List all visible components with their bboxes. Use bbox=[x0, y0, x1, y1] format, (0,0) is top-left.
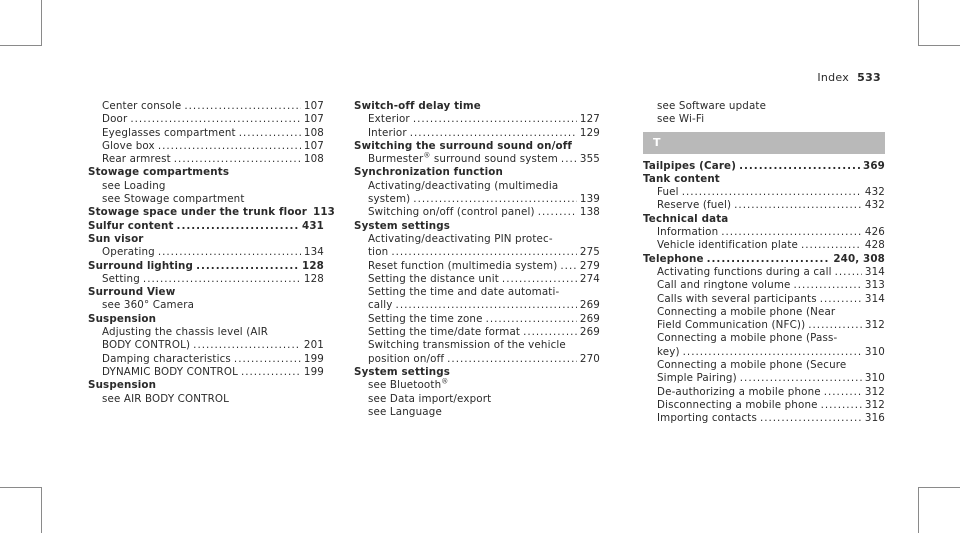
dot-leader bbox=[820, 293, 862, 306]
index-entry bbox=[643, 199, 885, 212]
crop-mark bbox=[0, 487, 42, 488]
index-entry bbox=[643, 386, 885, 399]
page-ref[interactable]: 139 bbox=[579, 193, 600, 206]
entry-text: Suspension bbox=[88, 312, 157, 325]
index-heading bbox=[354, 166, 600, 179]
index-entry bbox=[88, 326, 324, 339]
entry-text: Telephone bbox=[643, 252, 704, 265]
index-entry bbox=[643, 279, 885, 292]
index-entry bbox=[88, 366, 324, 379]
index-entry bbox=[354, 326, 600, 339]
index-heading bbox=[354, 140, 600, 153]
entry-text: Calls with several participants bbox=[657, 292, 817, 305]
index-heading bbox=[88, 286, 324, 299]
page-ref[interactable]: 312 bbox=[864, 385, 885, 398]
crop-mark bbox=[918, 487, 919, 533]
entry-text: see AIR BODY CONTROL bbox=[102, 392, 230, 405]
entry-text: Switching transmission of the vehicle bbox=[368, 339, 566, 352]
crop-mark bbox=[918, 0, 919, 46]
dot-leader bbox=[447, 353, 577, 366]
entry-text: Fuel bbox=[657, 186, 679, 199]
entry-text: tion bbox=[368, 246, 389, 259]
index-heading bbox=[354, 100, 600, 113]
entry-text: Glove box bbox=[102, 139, 155, 152]
dot-leader bbox=[158, 246, 301, 259]
page-ref[interactable]: 428 bbox=[864, 239, 885, 252]
entry-text: Setting bbox=[102, 272, 140, 285]
entry-text: Center console bbox=[102, 100, 182, 112]
index-heading bbox=[88, 379, 324, 392]
page-ref[interactable]: 127 bbox=[579, 113, 600, 126]
page-ref[interactable]: 269 bbox=[579, 326, 600, 339]
index-heading bbox=[88, 206, 335, 219]
entry-text: Switching the surround sound on/off bbox=[354, 139, 573, 152]
entry-text: Information bbox=[657, 226, 719, 239]
index-entry bbox=[354, 339, 600, 352]
entry-text: Stowage compartments bbox=[88, 166, 230, 179]
entry-text: Rear armrest bbox=[102, 153, 171, 166]
index-heading bbox=[354, 366, 600, 379]
entry-text: Tank content bbox=[643, 172, 720, 185]
dot-leader bbox=[561, 153, 577, 166]
page-ref[interactable]: 316 bbox=[864, 412, 885, 425]
dot-leader bbox=[413, 193, 577, 206]
page-ref[interactable]: 369 bbox=[863, 159, 885, 172]
page-ref[interactable]: 108 bbox=[303, 126, 324, 139]
index-entry bbox=[354, 246, 600, 259]
page-ref[interactable]: 431 bbox=[302, 219, 324, 232]
page-ref[interactable]: 138 bbox=[579, 206, 600, 219]
dot-leader bbox=[174, 153, 301, 166]
dot-leader bbox=[538, 206, 577, 219]
page-ref[interactable]: 279 bbox=[579, 259, 600, 272]
entry-text: Surround View bbox=[88, 286, 176, 299]
section-letter: T bbox=[653, 135, 661, 149]
dot-leader bbox=[808, 319, 862, 332]
index-heading bbox=[88, 233, 324, 246]
entry-text: Field Communication (NFC)) bbox=[657, 319, 806, 332]
dot-leader bbox=[143, 273, 301, 286]
page-ref[interactable]: 128 bbox=[303, 272, 324, 285]
index-entry bbox=[88, 193, 324, 206]
index-entry bbox=[354, 233, 600, 246]
page-ref[interactable]: 310 bbox=[864, 372, 885, 385]
index-entry bbox=[643, 306, 885, 319]
dot-leader bbox=[193, 339, 301, 352]
index-entry bbox=[354, 286, 600, 299]
entry-text: Connecting a mobile phone (Pass- bbox=[657, 332, 838, 345]
page-ref[interactable]: 113 bbox=[313, 206, 335, 219]
index-entry bbox=[354, 313, 600, 326]
index-column-2 bbox=[354, 100, 600, 419]
entry-text: Setting the time and date automati- bbox=[368, 286, 560, 299]
entry-text: Operating bbox=[102, 246, 155, 259]
entry-text: Setting the time/date format bbox=[368, 326, 521, 339]
index-heading bbox=[643, 253, 885, 266]
page-header bbox=[817, 71, 881, 84]
dot-leader bbox=[739, 160, 860, 173]
entry-text: see Stowage compartment bbox=[102, 193, 245, 206]
page-ref[interactable]: 107 bbox=[303, 113, 324, 126]
page-ref[interactable]: 310 bbox=[864, 345, 885, 358]
index-entry bbox=[643, 372, 885, 385]
entry-text: Adjusting the chassis level (AIR bbox=[102, 326, 269, 339]
entry-text: Synchronization function bbox=[354, 166, 503, 179]
entry-text: Burmester® surround sound system bbox=[368, 151, 558, 166]
entry-text: Simple Pairing) bbox=[657, 372, 737, 385]
index-entry bbox=[643, 332, 885, 345]
index-column-1 bbox=[88, 100, 335, 406]
crop-mark bbox=[0, 45, 42, 46]
page-ref[interactable]: 312 bbox=[864, 319, 885, 332]
entry-text: Reset function (multimedia system) bbox=[368, 259, 558, 272]
index-heading bbox=[88, 313, 324, 326]
dot-leader bbox=[683, 346, 862, 359]
index-entry bbox=[643, 226, 885, 239]
entry-text: Reserve (fuel) bbox=[657, 199, 732, 212]
page-ref[interactable]: 240, 308 bbox=[833, 252, 885, 265]
entry-text: Door bbox=[102, 113, 128, 126]
dot-leader bbox=[177, 220, 300, 233]
index-entry bbox=[643, 266, 885, 279]
page-ref[interactable]: 426 bbox=[864, 226, 885, 239]
page-ref[interactable]: 269 bbox=[579, 299, 600, 312]
index-entry bbox=[354, 299, 600, 312]
index-heading bbox=[354, 220, 600, 233]
dot-leader bbox=[234, 353, 301, 366]
crop-mark bbox=[41, 487, 42, 533]
dot-leader bbox=[682, 186, 862, 199]
page-ref[interactable]: 199 bbox=[303, 365, 324, 378]
dot-leader bbox=[835, 266, 862, 279]
index-entry bbox=[643, 113, 885, 126]
entry-text: key) bbox=[657, 345, 680, 358]
index-entry bbox=[354, 193, 600, 206]
entry-text: see Loading bbox=[102, 179, 166, 192]
entry-text: Eyeglasses compartment bbox=[102, 126, 236, 139]
entry-text: Activating functions during a call bbox=[657, 265, 832, 278]
entry-text: Disconnecting a mobile phone bbox=[657, 398, 818, 411]
index-entry bbox=[354, 353, 600, 366]
index-entry bbox=[88, 353, 324, 366]
entry-text: Connecting a mobile phone (Secure bbox=[657, 359, 847, 372]
index-entry bbox=[643, 293, 885, 306]
entry-text: System settings bbox=[354, 365, 451, 378]
entry-text: Surround lighting bbox=[88, 259, 194, 272]
page-ref[interactable]: 107 bbox=[303, 139, 324, 152]
entry-text: Exterior bbox=[368, 113, 410, 126]
dot-leader bbox=[707, 253, 831, 266]
page-ref[interactable]: 128 bbox=[302, 259, 324, 272]
index-entry bbox=[88, 100, 324, 113]
page-ref[interactable]: 134 bbox=[303, 246, 324, 259]
entry-text: Setting the distance unit bbox=[368, 272, 499, 285]
header-title: Index bbox=[817, 71, 850, 84]
entry-text: see Bluetooth® bbox=[368, 377, 449, 392]
page-ref[interactable]: 201 bbox=[303, 339, 324, 352]
entry-text: Activating/deactivating (multimedia bbox=[368, 179, 559, 192]
dot-leader bbox=[740, 372, 862, 385]
page-ref[interactable]: 355 bbox=[579, 153, 600, 166]
index-entry bbox=[88, 127, 324, 140]
page-ref[interactable]: 129 bbox=[579, 126, 600, 139]
index-heading bbox=[643, 160, 885, 173]
index-entry bbox=[88, 153, 324, 166]
entry-text: cally bbox=[368, 299, 393, 312]
index-heading bbox=[88, 260, 324, 273]
index-entry bbox=[643, 346, 885, 359]
entry-text: see Data import/export bbox=[368, 392, 492, 405]
entry-text: see Language bbox=[368, 405, 442, 418]
entry-text: position on/off bbox=[368, 352, 445, 365]
page-ref[interactable]: 199 bbox=[303, 352, 324, 365]
index-entry bbox=[88, 113, 324, 126]
entry-text: see 360° Camera bbox=[102, 299, 195, 312]
dot-leader bbox=[184, 100, 301, 113]
index-entry bbox=[643, 399, 885, 412]
entry-text: Technical data bbox=[643, 212, 729, 225]
index-column-3 bbox=[643, 100, 885, 426]
index-entry bbox=[88, 299, 324, 312]
page-ref[interactable]: 275 bbox=[579, 246, 600, 259]
page-ref[interactable]: 313 bbox=[864, 279, 885, 292]
entry-text: Interior bbox=[368, 126, 407, 139]
entry-text: Vehicle identification plate bbox=[657, 239, 798, 252]
dot-leader bbox=[734, 199, 862, 212]
index-heading bbox=[643, 173, 885, 186]
index-entry bbox=[354, 113, 600, 126]
page-number: 533 bbox=[857, 71, 881, 84]
index-heading bbox=[88, 166, 324, 179]
page-ref[interactable]: 312 bbox=[864, 398, 885, 411]
dot-leader bbox=[794, 279, 862, 292]
entry-text: Activating/deactivating PIN protec- bbox=[368, 232, 553, 245]
letter-section-bar bbox=[643, 132, 885, 154]
page-ref[interactable]: 432 bbox=[864, 199, 885, 212]
index-entry bbox=[88, 339, 324, 352]
index-entry bbox=[88, 273, 324, 286]
index-heading bbox=[88, 220, 324, 233]
entry-text: see Software update bbox=[657, 100, 767, 112]
index-heading bbox=[643, 213, 885, 226]
dot-leader bbox=[410, 127, 577, 140]
dot-leader bbox=[523, 326, 577, 339]
entry-text: Setting the time zone bbox=[368, 312, 483, 325]
dot-leader bbox=[413, 113, 577, 126]
index-entry bbox=[643, 186, 885, 199]
index-entry bbox=[354, 260, 600, 273]
index-entry bbox=[354, 206, 600, 219]
page-ref[interactable]: 108 bbox=[303, 153, 324, 166]
dot-leader bbox=[241, 366, 301, 379]
entry-text: Connecting a mobile phone (Near bbox=[657, 305, 836, 318]
dot-leader bbox=[158, 140, 301, 153]
entry-text: Damping characteristics bbox=[102, 352, 231, 365]
entry-text: DYNAMIC BODY CONTROL bbox=[102, 365, 238, 378]
entry-text: Stowage space under the trunk floor bbox=[88, 206, 308, 219]
index-entry bbox=[643, 319, 885, 332]
dot-leader bbox=[801, 239, 862, 252]
index-entry bbox=[643, 359, 885, 372]
entry-text: Sun visor bbox=[88, 232, 144, 245]
index-entry bbox=[88, 140, 324, 153]
index-entry bbox=[354, 127, 600, 140]
entry-text: system) bbox=[368, 193, 411, 206]
entry-text: Switching on/off (control panel) bbox=[368, 206, 535, 219]
dot-leader bbox=[821, 399, 862, 412]
page-ref[interactable]: 270 bbox=[579, 352, 600, 365]
index-entry bbox=[88, 180, 324, 193]
entry-text: Tailpipes (Care) bbox=[643, 159, 737, 172]
page-ref[interactable]: 274 bbox=[579, 272, 600, 285]
dot-leader bbox=[486, 313, 577, 326]
page-ref[interactable]: 314 bbox=[864, 265, 885, 278]
page-ref[interactable]: 314 bbox=[864, 292, 885, 305]
index-entry bbox=[643, 239, 885, 252]
dot-leader bbox=[824, 386, 862, 399]
index-entry bbox=[354, 153, 600, 166]
entry-text: System settings bbox=[354, 219, 451, 232]
entry-text: Call and ringtone volume bbox=[657, 279, 791, 292]
crop-mark bbox=[918, 45, 960, 46]
dot-leader bbox=[239, 127, 301, 140]
index-entry bbox=[354, 379, 600, 392]
page-ref[interactable]: 269 bbox=[579, 312, 600, 325]
entry-text: Importing contacts bbox=[657, 412, 757, 425]
entry-text: De-authorizing a mobile phone bbox=[657, 385, 821, 398]
index-entry bbox=[88, 393, 324, 406]
entry-text: Suspension bbox=[88, 379, 157, 392]
index-entry bbox=[643, 412, 885, 425]
crop-mark bbox=[41, 0, 42, 46]
dot-leader bbox=[391, 246, 577, 259]
index-entry bbox=[643, 100, 885, 113]
page-ref[interactable]: 107 bbox=[303, 100, 324, 112]
dot-leader bbox=[502, 273, 577, 286]
dot-leader bbox=[760, 412, 862, 425]
index-entry bbox=[354, 180, 600, 193]
page-ref[interactable]: 432 bbox=[864, 186, 885, 199]
crop-mark bbox=[918, 487, 960, 488]
dot-leader bbox=[396, 299, 577, 312]
index-entry bbox=[354, 406, 600, 419]
entry-text: see Wi-Fi bbox=[657, 113, 705, 126]
dot-leader bbox=[560, 260, 576, 273]
entry-text: Switch-off delay time bbox=[354, 100, 481, 112]
index-entry bbox=[354, 393, 600, 406]
dot-leader bbox=[721, 226, 862, 239]
dot-leader bbox=[130, 113, 301, 126]
index-entry bbox=[88, 246, 324, 259]
dot-leader bbox=[196, 260, 299, 273]
entry-text: Sulfur content bbox=[88, 219, 174, 232]
entry-text: BODY CONTROL) bbox=[102, 339, 191, 352]
index-entry bbox=[354, 273, 600, 286]
